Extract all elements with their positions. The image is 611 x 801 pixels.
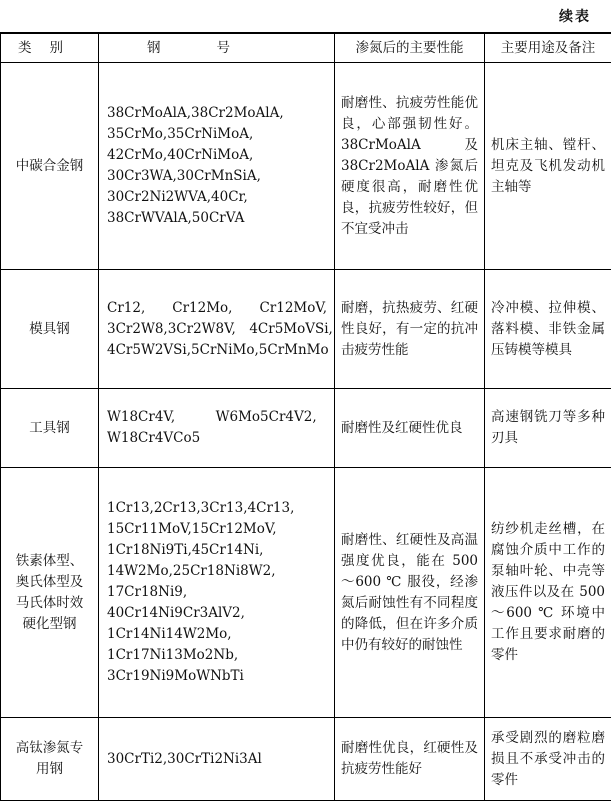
table-row: [1, 718, 611, 801]
properties-cell: 耐磨性、红硬性及高温强度优良，能在 500～600 ℃ 服役，经渗氮后耐蚀性有不同程度的降低，但在许多介质中仍有较好的耐蚀性: [335, 468, 485, 718]
grades-cell: [99, 718, 335, 801]
properties-cell: 耐磨性、抗疲劳性能优良，心部强韧性好。38CrMoAlA 及 38Cr2MoAlA 渗氮后硬度很高，耐磨性优良，抗疲劳性较好，但不宜受冲击: [335, 63, 485, 270]
grade-line: 1Cr14Ni14W2Mo,: [107, 624, 328, 645]
grades-cell: [99, 63, 335, 270]
applications-cell: 承受剧烈的磨粒磨损且不承受冲击的零件: [485, 718, 611, 801]
category-cell: 模具钢: [1, 270, 99, 389]
table-row: [1, 63, 611, 270]
applications-cell: 机床主轴、镗杆、坦克及飞机发动机主轴等: [485, 63, 611, 270]
grade-line: 38CrWVAlA,50CrVA: [107, 208, 328, 229]
grade-line: 40Cr14Ni9Cr3AlV2,: [107, 603, 328, 624]
table-row: [1, 468, 611, 718]
applications-cell: 冷冲模、拉伸模、落料模、非铁金属压铸模等模具: [485, 270, 611, 389]
grade-line: 30Cr3WA,30CrMnSiA,: [107, 166, 328, 187]
grade-line: 3Cr2W8,3Cr2W8V, 4Cr5MoVSi,: [107, 319, 328, 340]
category-cell: 铁素体型、奥氏体型及马氏体时效硬化型钢: [1, 468, 99, 718]
grade-line: W18Cr4VCo5: [107, 428, 328, 449]
grades-cell: [99, 270, 335, 389]
grade-line: 1Cr18Ni9Ti,45Cr14Ni,: [107, 540, 328, 561]
grade-line: 15Cr11MoV,15Cr12MoV,: [107, 519, 328, 540]
grade-line: 38CrMoAlA,38Cr2MoAlA,: [107, 103, 328, 124]
table-row: [1, 389, 611, 468]
applications-cell: 纺纱机走丝槽，在腐蚀介质中工作的泵轴叶轮、中壳等液压件以及在 500～600 ℃ 环境中工作且要求耐磨的零件: [485, 468, 611, 718]
grade-line: 42CrMo,40CrNiMoA,: [107, 145, 328, 166]
grade-line: Cr12, Cr12Mo, Cr12MoV,: [107, 298, 328, 319]
grade-line: 1Cr17Ni13Mo2Nb,: [107, 645, 328, 666]
applications-cell: 高速钢铣刀等多种刃具: [485, 389, 611, 468]
grade-line: 3Cr19Ni9MoWNbTi: [107, 666, 328, 687]
category-cell: 中碳合金钢: [1, 63, 99, 270]
header-category: 类别: [1, 33, 99, 63]
properties-cell: 耐磨，抗热疲劳、红硬性良好，有一定的抗冲击疲劳性能: [335, 270, 485, 389]
properties-cell: 耐磨性优良，红硬性及抗疲劳性能好: [335, 718, 485, 801]
header-properties: 渗氮后的主要性能: [335, 33, 485, 63]
header-row: [1, 33, 611, 63]
nitriding-steel-table: [0, 32, 611, 801]
grade-line: 30CrTi2,30CrTi2Ni3Al: [107, 749, 328, 770]
grade-line: 4Cr5W2VSi,5CrNiMo,5CrMnMo: [107, 340, 328, 361]
grade-line: 17Cr18Ni9,: [107, 582, 328, 603]
grades-cell: [99, 468, 335, 718]
header-applications: 主要用途及备注: [485, 33, 611, 63]
grade-line: W18Cr4V, W6Mo5Cr4V2,: [107, 407, 328, 428]
category-cell: 高钛渗氮专用钢: [1, 718, 99, 801]
table-row: [1, 270, 611, 389]
category-cell: 工具钢: [1, 389, 99, 468]
grade-line: 35CrMo,35CrNiMoA,: [107, 124, 328, 145]
continued-label: 续表: [559, 6, 591, 26]
grade-line: 30Cr2Ni2WVA,40Cr,: [107, 187, 328, 208]
grade-line: 1Cr13,2Cr13,3Cr13,4Cr13,: [107, 498, 328, 519]
grade-line: 14W2Mo,25Cr18Ni8W2,: [107, 561, 328, 582]
header-steel-grade: 钢号: [99, 33, 335, 63]
properties-cell: 耐磨性及红硬性优良: [335, 389, 485, 468]
grades-cell: [99, 389, 335, 468]
